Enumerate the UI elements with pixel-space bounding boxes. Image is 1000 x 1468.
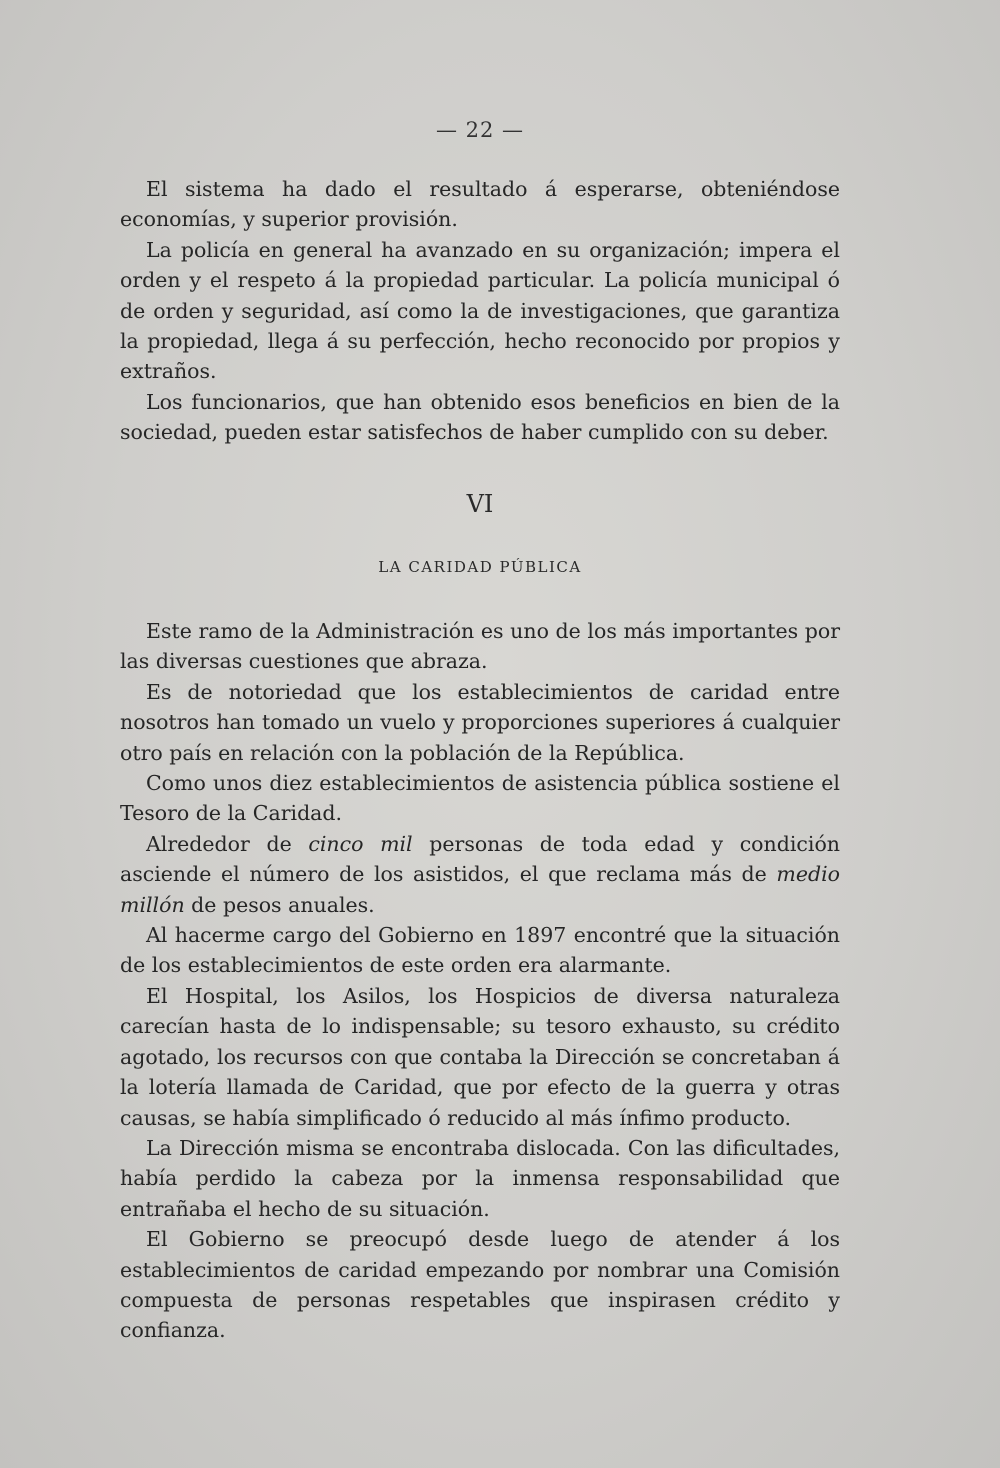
paragraph: El Hospital, los Asilos, los Hospicios de diversa naturaleza carecían hasta de lo indispensable; su tesoro exhausto, su crédito agotado, los recursos con que contaba la Dirección se concretaban á la lotería llamada de Caridad, que por efecto de la guerra y otras causas, se había simplificado ó reducido al más ínfimo producto. bbox=[120, 983, 840, 1130]
italic-text: cinco mil bbox=[308, 831, 413, 856]
section-after-text bbox=[120, 616, 840, 1346]
page-number: — 22 — bbox=[435, 118, 525, 142]
paragraph: Al hacerme cargo del Gobierno en 1897 encontré que la situación de los establecimientos de este orden era alarmante. bbox=[120, 923, 840, 978]
paragraph: El Gobierno se preocupó desde luego de atender á los establecimientos de caridad empezando por nombrar una Comisión compuesta de personas respetables que inspirasen crédito y confianza. bbox=[120, 1227, 840, 1343]
paragraph bbox=[120, 829, 840, 920]
text-run: de pesos anuales. bbox=[184, 892, 375, 917]
paragraph: Los funcionarios, que han obtenido esos beneficios en bien de la sociedad, pueden estar satisfechos de haber cumplido con su deber. bbox=[120, 389, 840, 445]
chapter-number: VI bbox=[466, 490, 494, 518]
paragraph: Este ramo de la Administración es uno de los más importantes por las diversas cuestiones que abraza. bbox=[120, 619, 840, 674]
chapter-title: LA CARIDAD PÚBLICA bbox=[378, 558, 582, 576]
paragraph: La policía en general ha avanzado en su organización; impera el orden y el respeto á la propiedad particular. La policía municipal ó de orden y seguridad, así como la de investigaciones, que garantiza la propiedad, llega á su perfección, hecho reconocido por propios y extraños. bbox=[120, 237, 840, 384]
paragraph: La Dirección misma se encontraba dislocada. Con las dificultades, había perdido la cabeza por la inmensa responsabilidad que entrañaba el hecho de su situación. bbox=[120, 1135, 840, 1221]
paragraph: Como unos diez establecimientos de asistencia pública sostiene el Tesoro de la Caridad. bbox=[120, 771, 840, 826]
text-run: personas de toda edad y condición asciende el número de los asistidos, el que reclama más de bbox=[120, 831, 840, 887]
paragraph: Es de notoriedad que los establecimientos de caridad entre nosotros han tomado un vuelo y proporciones superiores á cualquier otro país en relación con la población de la República. bbox=[120, 679, 840, 765]
section-before-text bbox=[120, 174, 840, 448]
text-run: Alrededor de bbox=[146, 831, 309, 856]
paragraph: El sistema ha dado el resultado á esperarse, obteniéndose economías, y superior provisión. bbox=[120, 177, 840, 232]
italic-text: medio millón bbox=[120, 862, 840, 917]
